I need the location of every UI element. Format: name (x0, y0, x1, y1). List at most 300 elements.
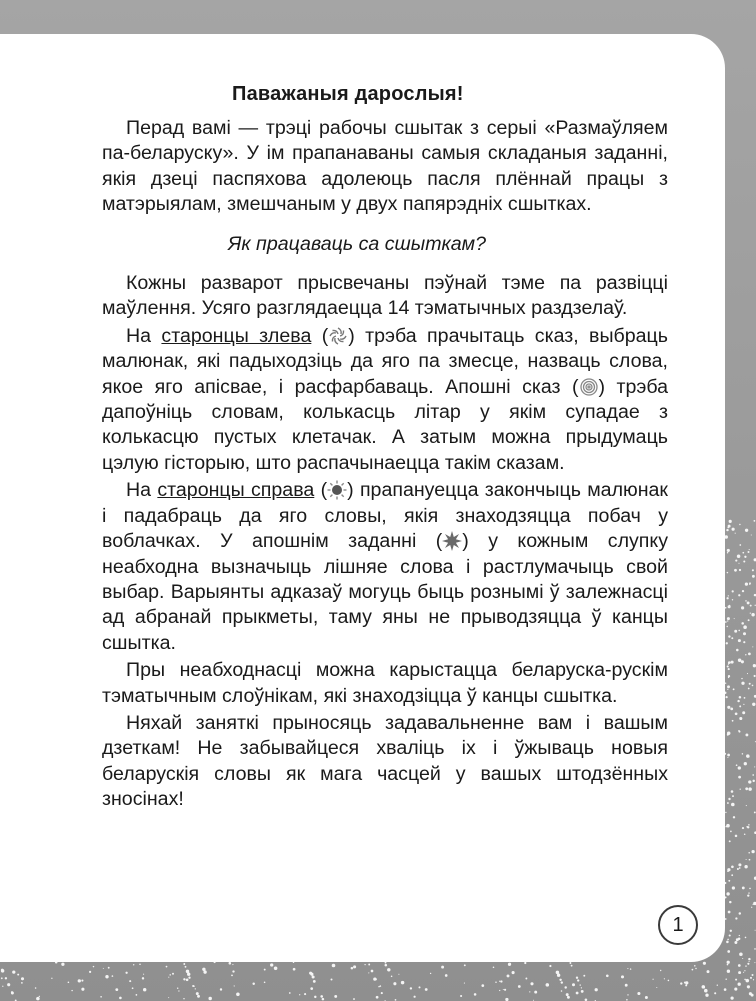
star-dot (732, 599, 733, 600)
star-dot (293, 968, 296, 971)
star-dot (460, 995, 462, 997)
star-dot (741, 682, 744, 685)
star-dot (744, 762, 747, 765)
star-dot (742, 552, 744, 554)
star-dot (183, 978, 185, 980)
star-dot (197, 995, 200, 998)
star-dot (12, 970, 15, 973)
star-dot (549, 965, 551, 967)
star-dot (685, 981, 688, 984)
star-dot (464, 964, 466, 966)
star-dot (187, 973, 190, 976)
star-dot (112, 975, 114, 977)
star-dot (746, 754, 749, 757)
star-dot (745, 787, 748, 790)
star-dot (754, 766, 755, 767)
page-title: Паважаныя дарослыя! (232, 83, 464, 105)
star-dot (749, 683, 751, 685)
star-dot (750, 605, 752, 607)
star-dot (745, 733, 748, 736)
star-dot (561, 990, 563, 992)
star-dot (108, 967, 110, 969)
star-dot (17, 974, 19, 976)
star-dot (738, 639, 741, 642)
star-dot (746, 859, 747, 860)
star-dot (753, 904, 754, 905)
star-dot (748, 987, 749, 988)
star-dot (193, 986, 194, 987)
star-dot (142, 977, 144, 979)
star-dot (353, 965, 356, 968)
star-dot (115, 988, 118, 991)
star-dot (752, 780, 754, 782)
star-dot (368, 964, 370, 966)
star-dot (61, 963, 64, 966)
star-dot (737, 868, 739, 870)
burst-icon (442, 531, 462, 551)
star-dot (445, 974, 448, 977)
star-dot (694, 965, 696, 967)
star-dot (744, 834, 746, 836)
star-dot (727, 961, 730, 964)
star-dot (738, 630, 740, 632)
star-dot (717, 985, 718, 986)
star-dot (727, 549, 730, 552)
star-dot (743, 704, 744, 705)
star-dot (727, 950, 730, 953)
star-dot (742, 886, 745, 889)
star-dot (726, 642, 728, 644)
star-dot (735, 979, 737, 981)
star-dot (739, 731, 741, 733)
star-dot (495, 981, 496, 982)
star-dot (732, 720, 734, 722)
star-dot (410, 987, 412, 989)
star-dot (334, 995, 337, 998)
star-dot (507, 974, 510, 977)
star-dot (730, 708, 733, 711)
star-dot (739, 867, 741, 869)
star-dot (685, 984, 687, 986)
star-dot (734, 569, 737, 572)
star-dot (748, 852, 750, 854)
star-dot (725, 826, 726, 827)
star-dot (332, 964, 336, 968)
star-dot (695, 968, 696, 969)
star-dot (731, 790, 734, 793)
star-dot (39, 996, 40, 997)
star-dot (744, 865, 747, 868)
star-dot (627, 994, 628, 995)
star-dot (139, 963, 141, 965)
star-dot (727, 626, 728, 627)
star-dot (729, 934, 731, 936)
star-dot (739, 717, 742, 720)
star-dot (351, 967, 354, 970)
star-dot (196, 992, 199, 995)
star-dot (738, 594, 740, 596)
star-dot (441, 966, 444, 969)
star-dot (557, 973, 560, 976)
star-dot (741, 622, 744, 625)
star-dot (727, 689, 728, 690)
star-dot (129, 980, 131, 982)
star-dot (320, 995, 323, 998)
star-dot (745, 529, 748, 532)
star-dot (387, 968, 390, 971)
star-dot (731, 661, 734, 664)
star-dot (727, 754, 730, 757)
star-dot (738, 658, 741, 661)
star-dot (414, 996, 416, 998)
star-dot (208, 997, 211, 1000)
star-dot (203, 970, 206, 973)
star-dot (738, 971, 741, 974)
star-dot (748, 780, 751, 783)
star-dot (744, 556, 746, 558)
star-dot (729, 520, 732, 523)
star-dot (229, 962, 232, 965)
star-dot (730, 831, 732, 833)
star-dot (704, 989, 708, 993)
star-dot (512, 971, 515, 974)
subtitle: Як працаваць са сшыткам? (228, 232, 487, 255)
star-dot (725, 696, 727, 698)
star-dot (89, 971, 91, 973)
star-dot (749, 582, 751, 584)
star-dot (169, 974, 171, 976)
star-dot (748, 653, 751, 656)
star-dot (728, 798, 730, 800)
star-dot (35, 987, 37, 989)
star-dot (752, 974, 754, 976)
paragraph-sections: Кожны разварот прысвечаны пэўнай тэме па развіцці маўлення. Усяго разглядаецца 14 тэматычных раздзелаў. (102, 272, 668, 320)
star-dot (559, 979, 561, 981)
star-dot (751, 534, 752, 535)
star-dot (581, 990, 584, 993)
star-dot (727, 527, 728, 528)
star-dot (745, 600, 747, 602)
star-dot (740, 789, 741, 790)
star-dot (742, 958, 743, 959)
star-dot (1, 977, 3, 979)
star-dot (499, 981, 500, 982)
star-dot (738, 863, 741, 866)
star-dot (81, 988, 84, 991)
star-dot (133, 964, 134, 965)
star-dot (748, 824, 749, 825)
star-dot (730, 996, 733, 999)
paragraph-left-page: На старонцы злева ( ) трэба прачытаць сказ, выбраць малюнак, які падыходзіць да яго па змесце, назваць слова, якое яго апісвае, і расфарбаваць. Апошні сказ ( ) трэба дапоўніць словам, колькасць літар у якім супадае з колькасцю пустых клетачак. А затым можна прыдумаць цэлую гісторыю, што распачынаецца такім сказам. (102, 324, 669, 474)
star-dot (81, 980, 83, 982)
star-dot (751, 613, 754, 616)
star-dot (168, 977, 169, 978)
star-dot (749, 888, 751, 890)
star-dot (314, 996, 316, 998)
star-dot (745, 937, 747, 939)
star-dot (503, 989, 504, 990)
star-dot (353, 998, 355, 1000)
star-dot (739, 935, 740, 936)
star-dot (730, 930, 732, 932)
star-dot (378, 986, 379, 987)
star-dot (220, 988, 222, 990)
star-dot (747, 963, 749, 965)
star-dot (727, 757, 728, 758)
right-page-link: старонцы справа (157, 479, 315, 502)
star-dot (313, 980, 316, 983)
star-dot (132, 987, 134, 989)
star-dot (264, 969, 266, 971)
star-dot (726, 892, 729, 895)
star-dot (753, 520, 755, 522)
star-dot (749, 992, 752, 995)
star-dot (714, 992, 716, 994)
star-dot (727, 685, 730, 688)
star-dot (726, 941, 729, 944)
star-dot (727, 939, 729, 941)
star-dot (645, 996, 648, 999)
star-dot (725, 978, 726, 979)
star-dot (71, 990, 72, 991)
star-dot (166, 966, 168, 968)
star-dot (183, 963, 185, 965)
star-dot (707, 970, 710, 973)
star-dot (747, 673, 748, 674)
star-dot (745, 965, 746, 966)
swirl-icon (328, 326, 348, 346)
star-dot (21, 982, 23, 984)
star-dot (737, 554, 741, 558)
star-dot (312, 975, 315, 978)
star-dot (749, 859, 751, 861)
star-dot (729, 840, 731, 842)
star-dot (727, 617, 730, 620)
star-dot (231, 975, 233, 977)
star-dot (1, 969, 4, 972)
star-dot (728, 880, 730, 882)
star-dot (500, 980, 502, 982)
star-dot (304, 993, 306, 995)
star-dot (564, 986, 566, 988)
star-dot (728, 664, 729, 665)
star-dot (743, 972, 744, 973)
star-dot (178, 990, 179, 991)
star-dot (692, 969, 694, 971)
star-dot (379, 985, 381, 987)
star-dot (725, 683, 726, 684)
star-dot (561, 981, 563, 983)
star-dot (508, 963, 511, 966)
star-dot (289, 992, 291, 994)
star-dot (735, 712, 738, 715)
star-dot (743, 632, 746, 635)
star-dot (5, 977, 7, 979)
star-dot (728, 635, 730, 637)
star-dot (739, 544, 741, 546)
star-dot (704, 987, 705, 988)
star-dot (745, 582, 748, 585)
star-dot (737, 700, 739, 702)
star-dot (726, 529, 728, 531)
star-dot (747, 551, 749, 553)
star-dot (735, 533, 736, 534)
star-dot (727, 706, 730, 709)
paragraph-right-page: На старонцы справа ( ) прапануецца закончыць малюнак і падабраць да яго словы, якія знаходзяцца побач у воблачках. У апошнім заданні ( ) у кожным слупку неабходна вызначыць лішняе слова і растлумачыць свой выбар. Варыянты адказаў могуць быць рознымі ў залежнасці ад абранай прыкметы, таму яны не прыводзяцца ў канцы сшытка. (102, 479, 668, 654)
star-dot (310, 973, 313, 976)
star-dot (637, 992, 640, 995)
star-dot (746, 979, 750, 983)
star-dot (739, 524, 740, 525)
star-dot (735, 835, 738, 838)
star-dot (729, 901, 731, 903)
star-dot (630, 968, 631, 969)
star-dot (738, 964, 741, 967)
star-dot (741, 606, 744, 609)
star-dot (748, 619, 750, 621)
star-dot (310, 987, 313, 990)
star-dot (734, 988, 737, 991)
star-dot (741, 678, 742, 679)
star-dot (752, 685, 754, 687)
star-dot (738, 983, 741, 986)
star-dot (739, 696, 742, 699)
star-dot (577, 979, 579, 981)
star-dot (742, 590, 744, 592)
star-dot (93, 966, 94, 967)
star-dot (504, 989, 506, 991)
star-dot (752, 703, 755, 706)
star-dot (740, 660, 741, 661)
star-dot (746, 805, 747, 806)
star-dot (474, 993, 477, 996)
star-dot (571, 965, 573, 967)
star-dot (728, 911, 731, 914)
star-dot (753, 979, 754, 980)
star-dot (754, 675, 756, 677)
star-dot (668, 980, 670, 982)
star-dot (732, 528, 735, 531)
star-dot (742, 827, 744, 829)
star-dot (172, 973, 174, 975)
star-dot (735, 917, 737, 919)
star-dot (11, 992, 14, 995)
star-dot (739, 953, 743, 957)
star-dot (724, 988, 727, 991)
star-dot (125, 972, 127, 974)
star-dot (726, 597, 728, 599)
star-dot (168, 997, 169, 998)
star-dot (728, 595, 729, 596)
star-dot (748, 787, 752, 791)
star-dot (727, 734, 729, 736)
star-dot (119, 997, 122, 1000)
star-dot (755, 930, 756, 931)
star-dot (595, 988, 598, 991)
star-dot (743, 560, 745, 562)
star-dot (264, 982, 266, 984)
star-dot (371, 970, 374, 973)
star-dot (529, 991, 530, 992)
star-dot (731, 874, 733, 876)
star-dot (391, 976, 393, 978)
star-dot (425, 988, 428, 991)
star-dot (136, 994, 138, 996)
star-dot (398, 974, 399, 975)
star-dot (746, 826, 748, 828)
star-dot (652, 979, 653, 980)
star-dot (621, 975, 624, 978)
star-dot (274, 967, 278, 971)
star-dot (728, 675, 730, 677)
star-dot (299, 994, 300, 995)
star-dot (748, 892, 749, 893)
paragraph-closing: Няхай заняткі прыносяць задавальненне вам і вашым дзеткам! Не забывайцеся хваліць іх і ўжываць новыя беларускія словы як мага часцей у вашых штодзённых зносінах! (102, 711, 668, 811)
star-dot (143, 974, 144, 975)
star-dot (732, 590, 734, 592)
star-dot (322, 998, 325, 1001)
star-dot (728, 668, 730, 670)
star-dot (143, 988, 146, 991)
star-dot (728, 732, 729, 733)
star-dot (750, 977, 752, 979)
star-dot (330, 978, 332, 980)
star-dot (739, 705, 741, 707)
star-dot (752, 774, 754, 776)
star-dot (236, 993, 240, 997)
star-dot (725, 812, 726, 813)
star-dot (569, 962, 571, 964)
star-dot (739, 569, 741, 571)
star-dot (727, 620, 728, 621)
sun-icon (327, 480, 347, 500)
page-number: 1 (658, 905, 698, 945)
star-dot (736, 764, 738, 766)
star-dot (368, 972, 369, 973)
star-dot (566, 993, 569, 996)
star-dot (733, 816, 735, 818)
star-dot (234, 985, 235, 986)
star-dot (195, 988, 196, 989)
star-dot (232, 964, 233, 965)
star-dot (734, 630, 737, 633)
star-dot (741, 660, 744, 663)
star-dot (727, 665, 729, 667)
star-dot (567, 996, 570, 999)
star-dot (748, 958, 750, 960)
star-dot (100, 996, 102, 998)
star-dot (364, 964, 365, 965)
star-dot (705, 994, 708, 997)
star-dot (752, 569, 754, 571)
star-dot (481, 984, 484, 987)
star-dot (727, 572, 728, 573)
star-dot (418, 986, 420, 988)
star-dot (729, 605, 731, 607)
star-dot (754, 811, 756, 813)
star-dot (736, 938, 739, 941)
star-dot (732, 795, 734, 797)
star-dot (748, 688, 750, 690)
star-dot (576, 992, 579, 995)
star-dot (252, 982, 254, 984)
star-dot (534, 991, 537, 994)
content (102, 82, 668, 813)
star-dot (739, 912, 741, 914)
star-dot (727, 970, 730, 973)
star-dot (464, 983, 465, 984)
paragraph-intro: Перад вамі — трэці рабочы сшытак з серыі «Размаўляем па-беларуску». У ім прапанаваны самыя складаныя заданні, якія дзеці паспяхова адолеюць пасля плённай працы з матэрыялам, змешчаным у двух папярэдніх сшытках. (102, 117, 668, 216)
